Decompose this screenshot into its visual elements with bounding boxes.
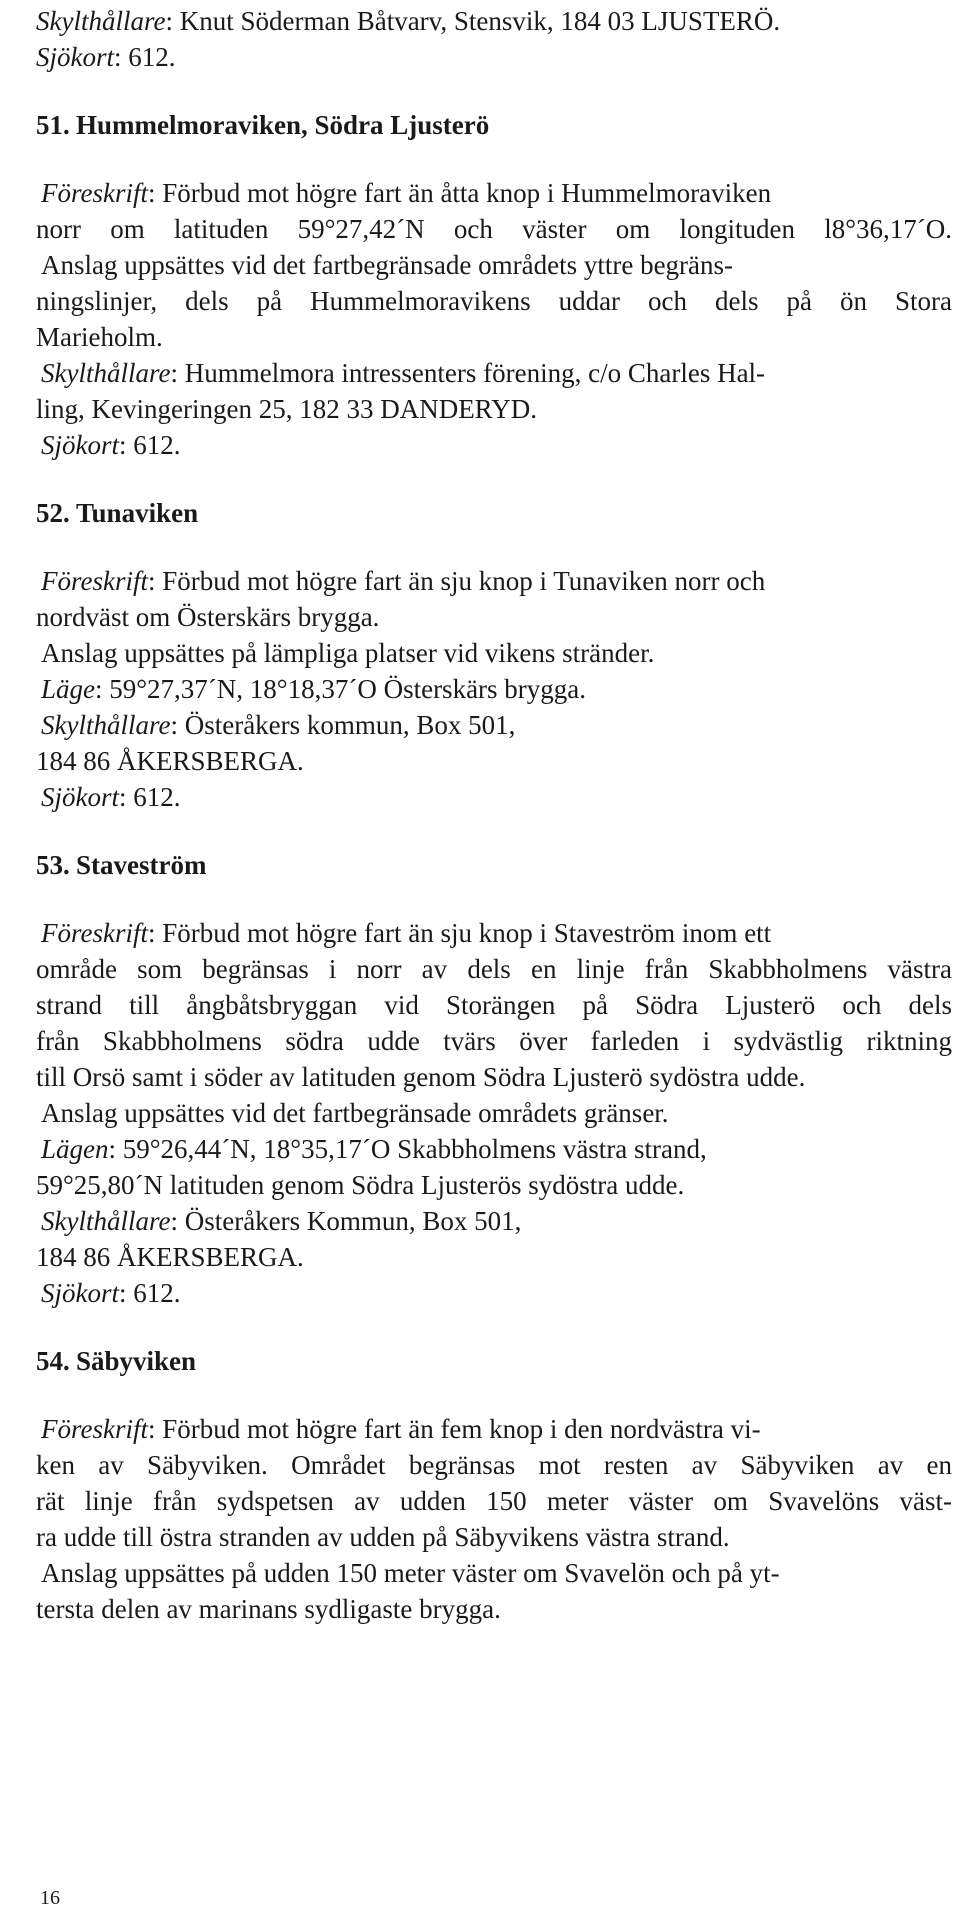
text: : Förbud mot högre fart än sju knop i Staveström inom ett — [148, 918, 772, 948]
section-number: 51. — [36, 110, 70, 140]
skylthallare-line — [36, 4, 780, 38]
label: Föreskrift — [41, 566, 148, 596]
label: Skylthållare — [41, 710, 171, 740]
text: : 612. — [114, 42, 176, 72]
section-number: 52. — [36, 498, 70, 528]
text: : 612. — [119, 782, 181, 812]
label: Sjökort — [36, 42, 114, 72]
foreskrift-line — [41, 176, 771, 210]
body-line: Anslag uppsättes vid det fartbegränsade områdets yttre begräns- — [41, 250, 734, 280]
body-line: Anslag uppsättes på udden 150 meter väster om Svavelön och på yt- — [41, 1558, 780, 1588]
label: Lägen — [41, 1134, 109, 1164]
body-line: område som begränsas i norr av dels en linje från Skabbholmens västra — [36, 954, 952, 984]
lagen-line — [41, 1132, 707, 1166]
section-heading-52 — [36, 496, 198, 530]
lage-line — [41, 672, 586, 706]
section-heading-53 — [36, 848, 206, 882]
sjokort-line — [41, 428, 181, 462]
label: Föreskrift — [41, 1414, 148, 1444]
body-line: ra udde till östra stranden av udden på Säbyvikens västra strand. — [36, 1522, 730, 1552]
label: Sjökort — [41, 430, 119, 460]
body-line: nordväst om Österskärs brygga. — [36, 602, 380, 632]
body-line: ningslinjer, dels på Hummelmoravikens uddar och dels på ön Stora — [36, 286, 952, 316]
page-number: 16 — [40, 1887, 60, 1909]
body-line: ling, Kevingeringen 25, 182 33 DANDERYD. — [36, 394, 537, 424]
skylthallare-line — [41, 1204, 521, 1238]
body-line: Anslag uppsättes vid det fartbegränsade områdets gränser. — [41, 1098, 669, 1128]
text: : Hummelmora intressenters förening, c/o Charles Hal- — [170, 358, 766, 388]
text: : 612. — [119, 430, 181, 460]
body-line: 184 86 ÅKERSBERGA. — [36, 1242, 304, 1272]
label: Läge — [41, 674, 95, 704]
foreskrift-line — [41, 916, 771, 950]
label: Skylthållare — [36, 6, 166, 36]
section-number: 54. — [36, 1346, 70, 1376]
section-heading-54 — [36, 1344, 196, 1378]
text: : Förbud mot högre fart än fem knop i den nordvästra vi- — [148, 1414, 761, 1444]
body-line: norr om latituden 59°27,42´N och väster om longituden l8°36,17´O. — [36, 214, 952, 244]
section-title: Hummelmoraviken, Södra Ljusterö — [76, 110, 490, 140]
body-line: Marieholm. — [36, 322, 163, 352]
body-line: tersta delen av marinans sydligaste brygga. — [36, 1594, 501, 1624]
sjokort-line — [41, 1276, 181, 1310]
text: : 59°26,44´N, 18°35,17´O Skabbholmens västra strand, — [108, 1134, 707, 1164]
body-line: Anslag uppsättes på lämpliga platser vid vikens stränder. — [41, 638, 655, 668]
label: Skylthållare — [41, 358, 171, 388]
text: : Förbud mot högre fart än sju knop i Tunaviken norr och — [148, 566, 766, 596]
label: Föreskrift — [41, 918, 148, 948]
text: : Förbud mot högre fart än åtta knop i Hummelmoraviken — [148, 178, 772, 208]
text: : 612. — [119, 1278, 181, 1308]
text: : Österåkers kommun, Box 501, — [170, 710, 516, 740]
foreskrift-line — [41, 1412, 761, 1446]
label: Sjökort — [41, 1278, 119, 1308]
body-line: 59°25,80´N latituden genom Södra Ljusterös sydöstra udde. — [36, 1170, 685, 1200]
text: : Österåkers Kommun, Box 501, — [170, 1206, 522, 1236]
section-title: Tunaviken — [76, 498, 199, 528]
section-number: 53. — [36, 850, 70, 880]
label: Föreskrift — [41, 178, 148, 208]
foreskrift-line — [41, 564, 765, 598]
skylthallare-line — [41, 356, 765, 390]
section-heading-51 — [36, 108, 489, 142]
sjokort-line — [41, 780, 181, 814]
label: Skylthållare — [41, 1206, 171, 1236]
label: Sjökort — [41, 782, 119, 812]
skylthallare-line — [41, 708, 515, 742]
body-line: 184 86 ÅKERSBERGA. — [36, 746, 304, 776]
body-line: ken av Säbyviken. Området begränsas mot resten av Säbyviken av en — [36, 1450, 952, 1480]
body-line: rät linje från sydspetsen av udden 150 meter väster om Svavelöns väst- — [36, 1486, 952, 1516]
body-line: till Orsö samt i söder av latituden genom Södra Ljusterö sydöstra udde. — [36, 1062, 806, 1092]
section-title: Staveström — [76, 850, 207, 880]
body-line: från Skabbholmens södra udde tvärs över farleden i sydvästlig riktning — [36, 1026, 952, 1056]
text: : 59°27,37´N, 18°18,37´O Österskärs brygga. — [95, 674, 587, 704]
text: : Knut Söderman Båtvarv, Stensvik, 184 03 LJUSTERÖ. — [165, 6, 781, 36]
sjokort-line — [36, 40, 176, 74]
section-title: Säbyviken — [76, 1346, 197, 1376]
body-line: strand till ångbåtsbryggan vid Storängen på Södra Ljusterö och dels — [36, 990, 952, 1020]
